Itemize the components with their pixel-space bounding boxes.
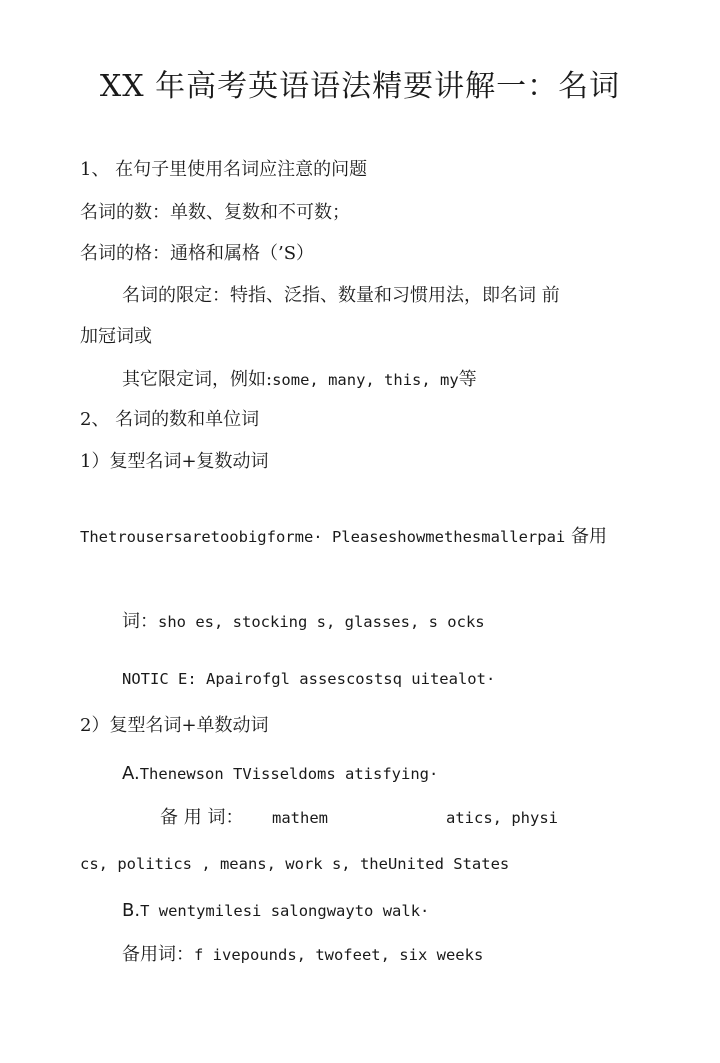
example-1-words-line [122,610,485,634]
example-b-words-line [122,943,483,967]
example-a-sentence: Thenewson TVisseldoms atisfying· [139,765,439,783]
determiner-line [122,368,477,392]
example-a-words-continued: cs, politics , means, work s, theUnited States [80,855,510,873]
section-1-heading: 1、 在句子里使用名词应注意的问题 [80,159,368,180]
example-1-words: sho es, stocking s, glasses, s ocks [158,613,485,631]
determiner-words: some, many, this, my [272,371,459,389]
example-1-words-label: 词： [122,611,158,632]
example-a-label: A. [122,763,140,784]
example-b-line [122,899,429,923]
example-1-line [80,525,607,549]
example-1-sentence: Thetrousersaretoobigforme· Pleaseshowmethesmallerpai [80,528,566,546]
example-1-label: 备用 [571,526,607,547]
example-a-words-part-1: mathem [272,809,328,827]
example-a-words-label: 备 用 词： [160,807,244,828]
example-a-line [122,762,438,786]
example-b-words: f ivepounds, twofeet, six weeks [194,946,484,964]
determiner-prefix: 其它限定词，例如: [122,369,273,390]
subsection-1-heading: 1）复型名词+复数动词 [80,451,269,472]
noun-number-line: 名词的数：单数、复数和不可数； [80,202,350,223]
section-2-heading: 2、 名词的数和单位词 [80,409,260,430]
example-a-words-part-2: atics, physi [446,809,558,827]
example-b-words-label: 备用词： [122,944,194,965]
determiner-suffix: 等 [458,369,477,390]
example-b-sentence: T wentymilesi salongwayto walk· [140,902,430,920]
subsection-2-heading: 2）复型名词+单数动词 [80,715,269,736]
page-title: XX 年高考英语语法精要讲解一：名词 [99,69,621,104]
example-b-label: B. [122,900,141,921]
noun-limit-line: 名词的限定：特指、泛指、数量和习惯用法，即名词 前 [122,285,560,306]
noun-limit-line-continued: 加冠词或 [80,326,152,347]
notice-line: NOTIC E: Apairofgl assescostsq uitealot· [122,670,496,688]
noun-case-line: 名词的格：通格和属格（’S） [80,243,315,264]
